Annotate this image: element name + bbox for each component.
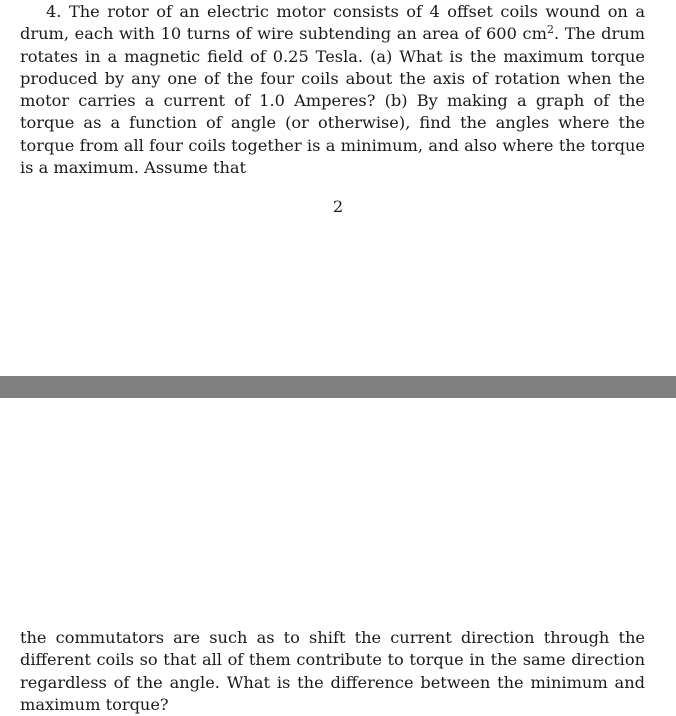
problem-text-part-1: The rotor of an electric motor consists of 4 offset coils wound on a drum, each with 10 turns of wire subtending an area of 600 cm — [20, 2, 645, 44]
area-exponent: 2 — [546, 23, 554, 37]
problem-number: 4. — [46, 2, 62, 21]
problem-continuation: the commutators are such as to shift the current direction through the different coils so that all of them contribute to torque in the same direction regardless of the angle. What is the difference between the minimum and maximum torque? — [20, 628, 645, 714]
problem-paragraph — [20, 1, 645, 179]
page-number: 2 — [332, 197, 344, 216]
problem-text-part-2: . The drum rotates in a magnetic field of 0.25 Tesla. (a) What is the maximum torque produced by any one of the four coils about the axis of rotation when the motor carries a current of 1.0 Amperes? (b) By making a graph of the torque as a function of angle (or otherwise), find the angles where the torque from all four coils together is a minimum, and also where the torque is a maximum. Assume that — [20, 24, 646, 178]
page-separator — [0, 376, 676, 398]
